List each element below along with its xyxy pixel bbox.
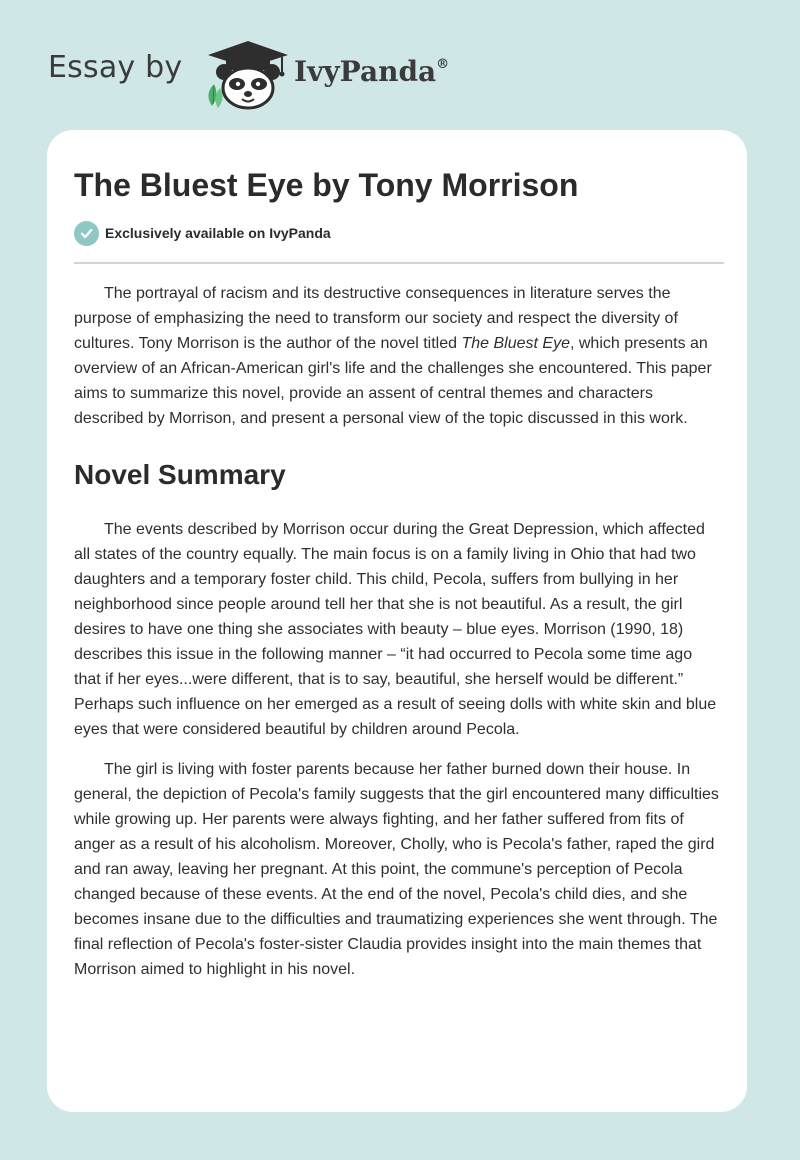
site-header <box>48 38 468 110</box>
summary-paragraph-2: The girl is living with foster parents because her father burned down their house. In general, the depiction of Pecola's family suggests that the girl encountered many difficulties while growing up. Her parents were always fighting, and her father suffered from fits of anger as a result of his alcoholism. Moreover, Cholly, who is Pecola's father, raped the gird and ran away, leaving her pregnant. At this point, the commune's perception of Pecola changed because of these events. At the end of the novel, Pecola's child dies, and she becomes insane due to the difficulties and traumatizing experiences she went through. The final reflection of Pecola's foster-sister Claudia provides insight into the main themes that Morrison aimed to highlight in his novel. <box>74 761 719 978</box>
exclusive-badge <box>74 220 720 246</box>
section-heading: Novel Summary <box>74 459 286 490</box>
title-divider <box>74 262 724 264</box>
summary-paragraph-1: The events described by Morrison occur during the Great Depression, which affected all states of the country equally. The main focus is on a family living in Ohio that had two daughters and a temporary foster child. This child, Pecola, suffers from bullying in her neighborhood since people around tell her that she is not beautiful. As a result, the girl desires to have one thing she associates with beauty – blue eyes. Morrison (1990, 18) describes this issue in the following manner – “it had occurred to Pecola some time ago that if her eyes...were different, that is to say, beautiful, she herself would be different.” Perhaps such influence on her emerged as a result of seeing dolls with white skin and blue eyes that were considered beautiful by children around Pecola. <box>74 521 717 738</box>
check-circle-icon <box>74 221 99 246</box>
panda-graduate-icon[interactable] <box>202 38 294 110</box>
article-title: The Bluest Eye by Tony Morrison <box>74 167 579 203</box>
exclusive-badge-text: Exclusively available on IvyPanda <box>105 225 331 241</box>
registered-mark: ® <box>436 57 450 72</box>
article-card <box>47 130 747 1112</box>
essay-by-label: Essay by <box>48 50 183 85</box>
intro-paragraph: The portrayal of racism and its destructive consequences in literature serves the purpose of emphasizing the need to transform our society and respect the diversity of cultures. Tony Morrison is the author of the novel titled The Bluest Eye, which presents an overview of an African-American girl's life and the challenges she encountered. This paper aims to summarize this novel, provide an assent of central themes and characters described by Morrison, and present a personal view of the topic discussed in this work. <box>74 285 712 427</box>
book-title-italic: The Bluest Eye <box>461 335 570 352</box>
brand-name[interactable]: IvyPanda® <box>294 55 450 88</box>
